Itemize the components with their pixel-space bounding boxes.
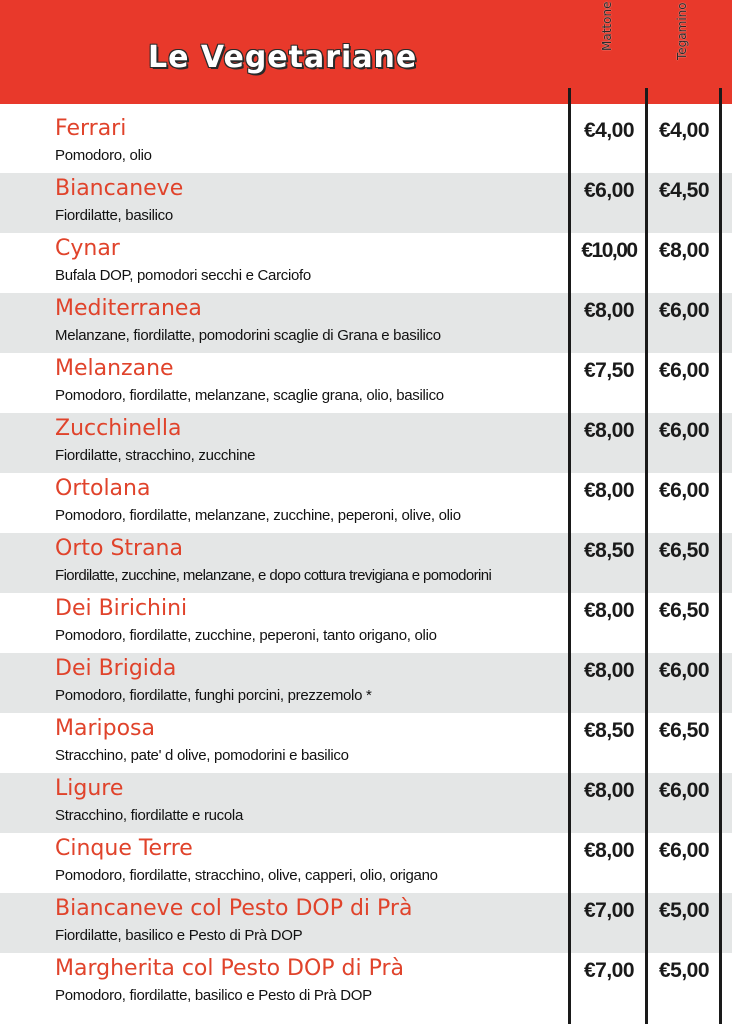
- menu-item: [0, 773, 732, 833]
- item-name: Mediterranea: [55, 296, 202, 321]
- menu-item: [0, 413, 732, 473]
- item-name: Cynar: [55, 236, 120, 261]
- menu-item: [0, 713, 732, 773]
- price-mattone: €8,00: [583, 659, 635, 682]
- item-description: Fiordilatte, zucchine, melanzane, e dopo cottura trevigiana e pomodorini: [55, 567, 492, 584]
- price-tegamino: €6,00: [658, 839, 710, 862]
- price-mattone: €7,00: [583, 959, 635, 982]
- item-description: Pomodoro, fiordilatte, funghi porcini, prezzemolo *: [55, 687, 372, 704]
- item-name: Dei Birichini: [55, 596, 188, 621]
- column-header-tegamino: Tegamino: [675, 2, 689, 60]
- menu-list: [0, 113, 732, 1013]
- price-mattone: €8,00: [583, 839, 635, 862]
- item-name: Ligure: [55, 776, 124, 801]
- price-mattone: €7,50: [583, 359, 635, 382]
- item-description: Stracchino, fiordilatte e rucola: [55, 807, 244, 824]
- item-description: Fiordilatte, basilico e Pesto di Prà DOP: [55, 927, 303, 944]
- item-description: Bufala DOP, pomodori secchi e Carciofo: [55, 267, 311, 284]
- menu-header: [0, 0, 732, 104]
- item-description: Fiordilatte, stracchino, zucchine: [55, 447, 256, 464]
- item-description: Pomodoro, fiordilatte, melanzane, scaglie grana, olio, basilico: [55, 387, 444, 404]
- price-tegamino: €4,50: [658, 179, 710, 202]
- menu-item: [0, 593, 732, 653]
- menu-item: [0, 533, 732, 593]
- menu-item: [0, 293, 732, 353]
- item-description: Pomodoro, olio: [55, 147, 152, 164]
- price-tegamino: €6,50: [658, 599, 710, 622]
- price-tegamino: €5,00: [658, 899, 710, 922]
- price-mattone: €10,00: [581, 239, 637, 262]
- menu-item: [0, 473, 732, 533]
- item-description: Pomodoro, fiordilatte, stracchino, olive, capperi, olio, origano: [55, 867, 438, 884]
- menu-title: Le Vegetariane: [148, 40, 418, 75]
- menu-item: [0, 353, 732, 413]
- price-tegamino: €6,50: [658, 719, 710, 742]
- item-name: Melanzane: [55, 356, 174, 381]
- price-tegamino: €6,00: [658, 659, 710, 682]
- price-tegamino: €6,50: [658, 539, 710, 562]
- item-name: Cinque Terre: [55, 836, 193, 861]
- item-name: Zucchinella: [55, 416, 182, 441]
- item-name: Margherita col Pesto DOP di Prà: [55, 956, 405, 981]
- price-tegamino: €6,00: [658, 779, 710, 802]
- item-name: Ortolana: [55, 476, 151, 501]
- column-divider: [719, 88, 722, 1024]
- menu-item: [0, 893, 732, 953]
- item-name: Orto Strana: [55, 536, 183, 561]
- column-header-mattone: Mattone: [600, 2, 614, 52]
- price-mattone: €8,00: [583, 299, 635, 322]
- price-mattone: €6,00: [583, 179, 635, 202]
- price-tegamino: €6,00: [658, 479, 710, 502]
- price-mattone: €8,50: [583, 719, 635, 742]
- price-tegamino: €6,00: [658, 299, 710, 322]
- menu-item: [0, 953, 732, 1013]
- menu-item: [0, 173, 732, 233]
- price-mattone: €8,00: [583, 479, 635, 502]
- menu-item: [0, 113, 732, 173]
- price-tegamino: €5,00: [658, 959, 710, 982]
- column-divider: [645, 88, 648, 1024]
- item-description: Pomodoro, fiordilatte, melanzane, zucchine, peperoni, olive, olio: [55, 507, 461, 524]
- item-name: Mariposa: [55, 716, 155, 741]
- price-mattone: €8,50: [583, 539, 635, 562]
- price-mattone: €8,00: [583, 779, 635, 802]
- price-mattone: €8,00: [583, 419, 635, 442]
- item-description: Melanzane, fiordilatte, pomodorini scaglie di Grana e basilico: [55, 327, 441, 344]
- menu-item: [0, 233, 732, 293]
- price-tegamino: €6,00: [658, 359, 710, 382]
- price-mattone: €8,00: [583, 599, 635, 622]
- item-name: Dei Brigida: [55, 656, 177, 681]
- price-tegamino: €6,00: [658, 419, 710, 442]
- menu-item: [0, 833, 732, 893]
- price-tegamino: €8,00: [658, 239, 710, 262]
- column-divider: [568, 88, 571, 1024]
- item-name: Biancaneve col Pesto DOP di Prà: [55, 896, 413, 921]
- item-name: Ferrari: [55, 116, 127, 141]
- item-description: Stracchino, pate' d olive, pomodorini e basilico: [55, 747, 349, 764]
- item-name: Biancaneve: [55, 176, 184, 201]
- price-mattone: €4,00: [583, 119, 635, 142]
- price-tegamino: €4,00: [658, 119, 710, 142]
- menu-item: [0, 653, 732, 713]
- item-description: Pomodoro, fiordilatte, zucchine, peperoni, tanto origano, olio: [55, 627, 437, 644]
- item-description: Fiordilatte, basilico: [55, 207, 173, 224]
- price-mattone: €7,00: [583, 899, 635, 922]
- item-description: Pomodoro, fiordilatte, basilico e Pesto di Prà DOP: [55, 987, 372, 1004]
